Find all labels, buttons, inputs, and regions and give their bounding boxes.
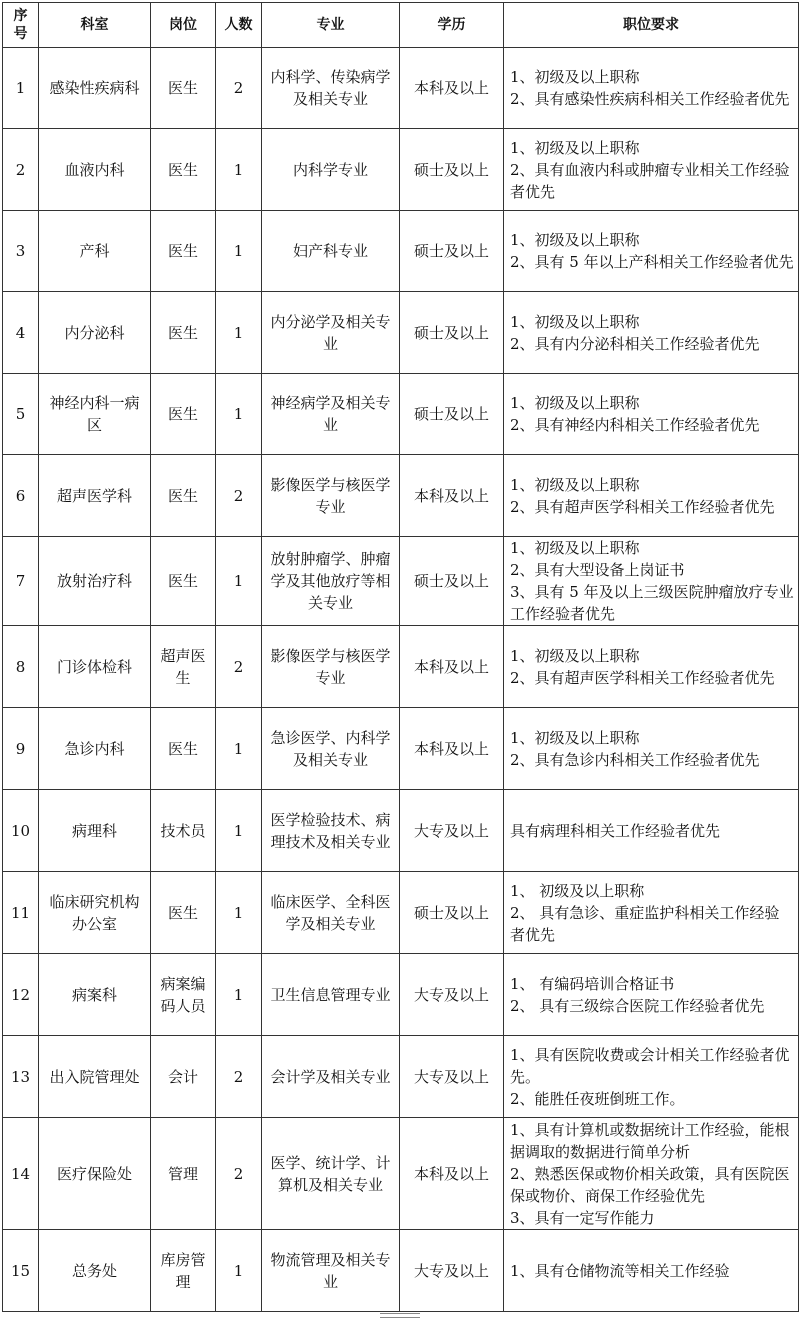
requirement-line: 2、具有超声医学科相关工作经验者优先 [510,497,775,516]
row-education: 硕士及以上 [400,211,504,292]
requirement-line: 1、 初级及以上职称 [510,881,645,900]
row-count: 2 [216,626,262,708]
row-count: 1 [216,872,262,954]
requirement-line: 2、 具有急诊、重症监护科相关工作经验者优先 [510,903,780,944]
row-major: 内分泌学及相关专业 [262,292,400,374]
header-count: 人数 [216,3,262,48]
table-row [3,1036,799,1118]
row-major: 物流管理及相关专业 [262,1230,400,1312]
row-dept: 急诊内科 [39,708,151,790]
requirement-line: 2、具有神经内科相关工作经验者优先 [510,416,760,434]
requirement-line: 2、具有大型设备上岗证书 [510,561,685,579]
row-seq: 12 [3,954,39,1036]
row-seq: 6 [3,455,39,537]
row-major: 放射肿瘤学、肿瘤学及其他放疗等相关专业 [262,537,400,626]
header-position: 岗位 [151,3,216,48]
table-row [3,455,799,537]
table-row [3,537,799,626]
row-position: 医生 [151,374,216,455]
table-row [3,211,799,292]
row-requirements [504,708,799,790]
row-major: 临床医学、全科医学及相关专业 [262,872,400,954]
row-position: 技术员 [151,790,216,872]
requirement-line: 1、具有计算机或数据统计工作经验，能根据调取的数据进行简单分析 [510,1120,790,1161]
row-dept: 内分泌科 [39,292,151,374]
row-dept: 医疗保险处 [39,1118,151,1230]
header-education: 学历 [400,3,504,48]
row-position: 超声医生 [151,626,216,708]
row-seq: 13 [3,1036,39,1118]
row-seq: 10 [3,790,39,872]
row-position: 病案编码人员 [151,954,216,1036]
row-position: 医生 [151,211,216,292]
row-position: 库房管理 [151,1230,216,1312]
page-bottom-mark [380,1313,420,1318]
row-position: 医生 [151,872,216,954]
row-dept: 神经内科一病区 [39,374,151,455]
row-count: 1 [216,374,262,455]
row-requirements [504,1118,799,1230]
row-dept: 总务处 [39,1230,151,1312]
recruitment-table [2,2,799,1312]
row-seq: 9 [3,708,39,790]
requirement-line: 1、初级及以上职称 [510,394,640,412]
row-count: 1 [216,708,262,790]
requirement-line: 2、具有急诊内科相关工作经验者优先 [510,750,760,769]
row-requirements [504,1230,799,1312]
row-major: 妇产科专业 [262,211,400,292]
row-major: 医学检验技术、病理技术及相关专业 [262,790,400,872]
table-row [3,790,799,872]
row-dept: 放射治疗科 [39,537,151,626]
row-education: 大专及以上 [400,954,504,1036]
row-education: 大专及以上 [400,790,504,872]
row-position: 医生 [151,455,216,537]
row-requirements [504,790,799,872]
row-major: 影像医学与核医学专业 [262,455,400,537]
requirement-line: 2、具有超声医学科相关工作经验者优先 [510,668,775,687]
row-count: 2 [216,455,262,537]
row-count: 1 [216,537,262,626]
row-education: 大专及以上 [400,1036,504,1118]
requirement-line: 1、初级及以上职称 [510,68,640,86]
header-major: 专业 [262,3,400,48]
row-requirements [504,872,799,954]
table-header-row [3,3,799,48]
row-dept: 感染性疾病科 [39,48,151,129]
requirement-line: 1、初级及以上职称 [510,312,640,331]
requirement-line: 3、具有 5 年及以上三级医院肿瘤放疗专业工作经验者优先 [510,583,794,623]
requirement-line: 具有病理科相关工作经验者优先 [510,821,721,840]
table-row [3,292,799,374]
row-requirements [504,954,799,1036]
row-requirements [504,374,799,455]
row-position: 管理 [151,1118,216,1230]
requirement-line: 1、初级及以上职称 [510,138,640,157]
row-seq: 2 [3,129,39,211]
header-seq: 序号 [3,3,39,48]
row-seq: 1 [3,48,39,129]
row-position: 医生 [151,708,216,790]
row-requirements [504,626,799,708]
row-requirements [504,292,799,374]
row-education: 硕士及以上 [400,374,504,455]
requirement-line: 2、具有血液内科或肿瘤专业相关工作经验者优先 [510,160,790,201]
table-row [3,48,799,129]
row-education: 本科及以上 [400,708,504,790]
row-major: 医学、统计学、计算机及相关专业 [262,1118,400,1230]
row-dept: 病案科 [39,954,151,1036]
table-row [3,1118,799,1230]
row-requirements [504,48,799,129]
row-seq: 8 [3,626,39,708]
row-seq: 7 [3,537,39,626]
row-requirements [504,455,799,537]
row-count: 2 [216,48,262,129]
table-row [3,626,799,708]
requirement-line: 2、 具有三级综合医院工作经验者优先 [510,996,765,1015]
row-dept: 出入院管理处 [39,1036,151,1118]
requirement-line: 1、初级及以上职称 [510,539,640,557]
row-count: 1 [216,954,262,1036]
row-major: 内科学、传染病学及相关专业 [262,48,400,129]
row-education: 本科及以上 [400,1118,504,1230]
table-row [3,708,799,790]
row-seq: 4 [3,292,39,374]
requirement-line: 2、具有感染性疾病科相关工作经验者优先 [510,90,790,108]
row-count: 1 [216,292,262,374]
requirement-line: 2、能胜任夜班倒班工作。 [510,1089,685,1108]
row-dept: 超声医学科 [39,455,151,537]
requirement-line: 2、具有 5 年以上产科相关工作经验者优先 [510,253,794,271]
row-major: 神经病学及相关专业 [262,374,400,455]
row-dept: 门诊体检科 [39,626,151,708]
table-row [3,954,799,1036]
table-row [3,872,799,954]
row-count: 1 [216,129,262,211]
row-seq: 14 [3,1118,39,1230]
row-requirements [504,129,799,211]
row-requirements [504,1036,799,1118]
row-seq: 15 [3,1230,39,1312]
row-major: 影像医学与核医学专业 [262,626,400,708]
row-education: 硕士及以上 [400,292,504,374]
row-seq: 3 [3,211,39,292]
row-education: 硕士及以上 [400,129,504,211]
row-requirements [504,211,799,292]
header-requirements: 职位要求 [504,3,799,48]
row-education: 本科及以上 [400,48,504,129]
requirement-line: 1、初级及以上职称 [510,728,640,747]
row-requirements [504,537,799,626]
row-major: 卫生信息管理专业 [262,954,400,1036]
row-dept: 临床研究机构办公室 [39,872,151,954]
row-education: 本科及以上 [400,455,504,537]
requirement-line: 1、 有编码培训合格证书 [510,974,675,993]
requirement-line: 1、初级及以上职称 [510,475,640,494]
row-position: 医生 [151,129,216,211]
row-major: 会计学及相关专业 [262,1036,400,1118]
requirement-line: 2、熟悉医保或物价相关政策，具有医院医保或物价、商保工作经验优先 [510,1164,790,1205]
row-count: 2 [216,1118,262,1230]
row-dept: 病理科 [39,790,151,872]
table-row [3,129,799,211]
table-row [3,374,799,455]
row-position: 医生 [151,537,216,626]
row-count: 1 [216,211,262,292]
row-education: 本科及以上 [400,626,504,708]
requirement-line: 3、具有一定写作能力 [510,1208,655,1227]
requirement-line: 1、具有仓储物流等相关工作经验 [510,1261,730,1280]
row-count: 1 [216,790,262,872]
row-position: 医生 [151,48,216,129]
row-education: 硕士及以上 [400,537,504,626]
row-dept: 血液内科 [39,129,151,211]
header-dept: 科室 [39,3,151,48]
requirement-line: 1、初级及以上职称 [510,231,640,249]
row-position: 医生 [151,292,216,374]
row-position: 会计 [151,1036,216,1118]
row-major: 内科学专业 [262,129,400,211]
row-seq: 5 [3,374,39,455]
requirement-line: 1、初级及以上职称 [510,646,640,665]
requirement-line: 1、具有医院收费或会计相关工作经验者优先。 [510,1045,790,1086]
row-major: 急诊医学、内科学及相关专业 [262,708,400,790]
row-dept: 产科 [39,211,151,292]
requirement-line: 2、具有内分泌科相关工作经验者优先 [510,334,760,353]
row-education: 大专及以上 [400,1230,504,1312]
row-education: 硕士及以上 [400,872,504,954]
table-row [3,1230,799,1312]
row-count: 2 [216,1036,262,1118]
row-count: 1 [216,1230,262,1312]
row-seq: 11 [3,872,39,954]
